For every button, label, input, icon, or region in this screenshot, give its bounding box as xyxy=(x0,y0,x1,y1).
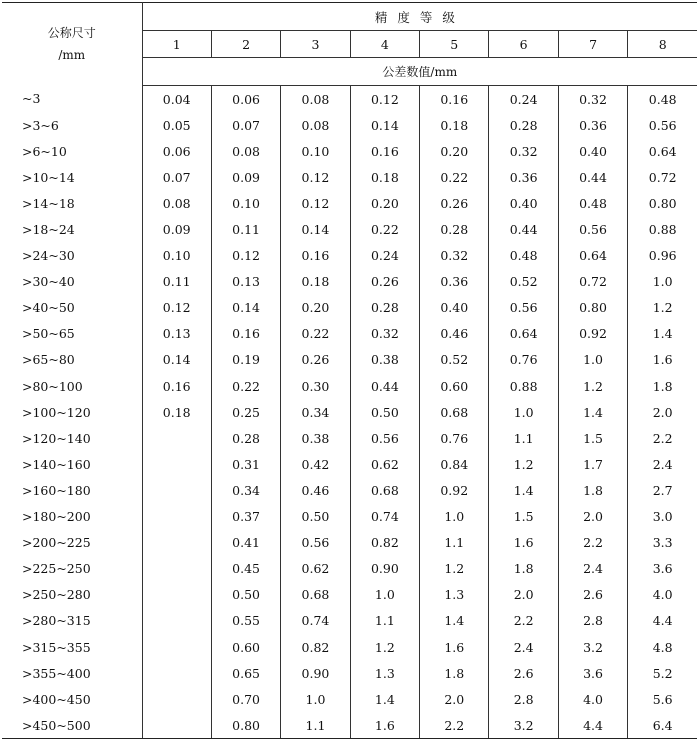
tolerance-cell-grade-3: 0.82 xyxy=(281,634,350,660)
tolerance-cell-grade-7: 4.0 xyxy=(558,686,627,712)
tolerance-cell-grade-4: 0.20 xyxy=(350,190,419,216)
tolerance-cell-grade-8: 3.3 xyxy=(628,530,697,556)
tolerance-cell-grade-3: 1.1 xyxy=(281,712,350,739)
tolerance-cell-grade-8: 0.96 xyxy=(628,243,697,269)
tolerance-cell-grade-5: 0.16 xyxy=(420,86,489,113)
tolerance-cell-grade-7: 0.80 xyxy=(558,295,627,321)
tolerance-cell-grade-2: 0.19 xyxy=(211,347,280,373)
size-range-cell: >120~140 xyxy=(2,425,142,451)
tolerance-cell-grade-6: 0.64 xyxy=(489,321,558,347)
tolerance-cell-grade-3: 0.38 xyxy=(281,425,350,451)
table-row xyxy=(2,112,697,138)
tolerance-cell-grade-4: 0.50 xyxy=(350,399,419,425)
tolerance-cell-grade-4: 0.28 xyxy=(350,295,419,321)
tolerance-cell-grade-2: 0.55 xyxy=(211,608,280,634)
tolerance-cell-grade-4: 0.26 xyxy=(350,269,419,295)
tolerance-cell-grade-7: 3.6 xyxy=(558,660,627,686)
tolerance-cell-grade-5: 1.6 xyxy=(420,634,489,660)
table-row xyxy=(2,269,697,295)
tolerance-cell-grade-5: 0.28 xyxy=(420,216,489,242)
size-range-cell: >450~500 xyxy=(2,712,142,739)
tolerance-cell-grade-4: 0.38 xyxy=(350,347,419,373)
tolerance-cell-grade-6: 1.2 xyxy=(489,451,558,477)
tolerance-cell-grade-2: 0.41 xyxy=(211,530,280,556)
tolerance-cell-grade-8: 1.0 xyxy=(628,269,697,295)
tolerance-cell-grade-6: 0.48 xyxy=(489,243,558,269)
tolerance-cell-grade-5: 1.2 xyxy=(420,556,489,582)
tolerance-cell-grade-3: 0.56 xyxy=(281,530,350,556)
tolerance-cell-grade-1: 0.06 xyxy=(162,143,191,159)
tolerance-cell-grade-4: 0.44 xyxy=(350,373,419,399)
tolerance-cell-grade-6: 0.56 xyxy=(489,295,558,321)
tolerance-cell-grade-6: 0.32 xyxy=(489,138,558,164)
tolerance-cell-grade-1 xyxy=(142,425,211,451)
tolerance-cell-grade-3: 0.18 xyxy=(281,269,350,295)
table-row xyxy=(2,686,697,712)
tolerance-cell-grade-4: 0.12 xyxy=(350,86,419,113)
tolerance-cell-grade-5: 1.3 xyxy=(420,582,489,608)
nominal-size-label: 公称尺寸 xyxy=(47,26,96,41)
tolerance-cell-grade-4: 0.14 xyxy=(350,112,419,138)
tolerance-cell-grade-7: 0.64 xyxy=(558,243,627,269)
tolerance-cell-grade-8: 0.48 xyxy=(628,86,697,113)
tolerance-cell-grade-4: 0.22 xyxy=(350,216,419,242)
tolerance-cell-grade-2: 0.08 xyxy=(211,138,280,164)
size-range-cell: >18~24 xyxy=(2,216,142,242)
tolerance-cell-grade-3: 0.62 xyxy=(281,556,350,582)
tolerance-cell-grade-6: 2.8 xyxy=(489,686,558,712)
tolerance-cell-grade-1 xyxy=(142,634,211,660)
tolerance-cell-grade-1: 0.08 xyxy=(162,195,191,211)
size-range-cell: >250~280 xyxy=(2,582,142,608)
size-range-cell: >10~14 xyxy=(2,164,142,190)
tolerance-cell-grade-2: 0.13 xyxy=(211,269,280,295)
size-range-cell: >355~400 xyxy=(2,660,142,686)
tolerance-cell-grade-1: 0.14 xyxy=(162,352,191,368)
tolerance-cell-grade-7: 2.4 xyxy=(558,556,627,582)
size-range-cell: >6~10 xyxy=(2,138,142,164)
precision-grade-header: 精度等级 xyxy=(142,3,697,31)
table-row xyxy=(2,295,697,321)
size-range-cell: >180~200 xyxy=(2,504,142,530)
tolerance-cell-grade-2: 0.10 xyxy=(211,190,280,216)
tolerance-cell-grade-2: 0.25 xyxy=(211,399,280,425)
tolerance-cell-grade-2: 0.34 xyxy=(211,477,280,503)
size-range-cell: >100~120 xyxy=(2,399,142,425)
tolerance-cell-grade-6: 0.76 xyxy=(489,347,558,373)
tolerance-cell-grade-6: 3.2 xyxy=(489,712,558,739)
tolerance-cell-grade-7: 0.56 xyxy=(558,216,627,242)
tolerance-cell-grade-6: 0.52 xyxy=(489,269,558,295)
grade-header-8: 8 xyxy=(628,31,697,58)
tolerance-cell-grade-1 xyxy=(142,477,211,503)
tolerance-cell-grade-7: 1.5 xyxy=(558,425,627,451)
tolerance-cell-grade-7: 0.36 xyxy=(558,112,627,138)
tolerance-cell-grade-3: 0.46 xyxy=(281,477,350,503)
size-range-cell: >50~65 xyxy=(2,321,142,347)
table-row xyxy=(2,373,697,399)
tolerance-cell-grade-8: 3.0 xyxy=(628,504,697,530)
tolerance-value-header: 公差数值/mm xyxy=(142,58,697,86)
table-row xyxy=(2,243,697,269)
tolerance-cell-grade-5: 0.26 xyxy=(420,190,489,216)
size-range-cell: >3~6 xyxy=(2,112,142,138)
table-row xyxy=(2,477,697,503)
tolerance-cell-grade-7: 0.40 xyxy=(558,138,627,164)
tolerance-table xyxy=(2,2,697,739)
tolerance-cell-grade-2: 0.31 xyxy=(211,451,280,477)
tolerance-cell-grade-5: 2.2 xyxy=(420,712,489,739)
tolerance-cell-grade-8: 2.4 xyxy=(628,451,697,477)
tolerance-cell-grade-5: 0.40 xyxy=(420,295,489,321)
tolerance-cell-grade-3: 0.90 xyxy=(281,660,350,686)
tolerance-cell-grade-3: 0.22 xyxy=(281,321,350,347)
tolerance-cell-grade-3: 0.68 xyxy=(281,582,350,608)
tolerance-cell-grade-6: 2.6 xyxy=(489,660,558,686)
tolerance-cell-grade-4: 1.4 xyxy=(350,686,419,712)
size-range-cell: >40~50 xyxy=(2,295,142,321)
tolerance-cell-grade-4: 0.24 xyxy=(350,243,419,269)
tolerance-cell-grade-5: 0.36 xyxy=(420,269,489,295)
tolerance-cell-grade-6: 0.36 xyxy=(489,164,558,190)
tolerance-cell-grade-6: 1.8 xyxy=(489,556,558,582)
tolerance-cell-grade-7: 0.92 xyxy=(558,321,627,347)
tolerance-cell-grade-8: 5.6 xyxy=(628,686,697,712)
tolerance-cell-grade-7: 1.8 xyxy=(558,477,627,503)
table-row xyxy=(2,712,697,739)
table-row xyxy=(2,530,697,556)
tolerance-cell-grade-3: 0.12 xyxy=(281,190,350,216)
tolerance-cell-grade-5: 0.84 xyxy=(420,451,489,477)
tolerance-cell-grade-1: 0.10 xyxy=(162,248,191,264)
size-range-cell: >80~100 xyxy=(2,373,142,399)
tolerance-cell-grade-7: 2.0 xyxy=(558,504,627,530)
tolerance-cell-grade-2: 0.28 xyxy=(211,425,280,451)
tolerance-cell-grade-7: 0.44 xyxy=(558,164,627,190)
tolerance-cell-grade-1: 0.13 xyxy=(162,326,191,342)
tolerance-cell-grade-7: 1.0 xyxy=(558,347,627,373)
tolerance-cell-grade-8: 2.2 xyxy=(628,425,697,451)
tolerance-cell-grade-7: 1.7 xyxy=(558,451,627,477)
tolerance-cell-grade-1: 0.18 xyxy=(162,404,191,420)
tolerance-cell-grade-5: 0.46 xyxy=(420,321,489,347)
tolerance-cell-grade-1: 0.04 xyxy=(162,91,191,107)
tolerance-cell-grade-8: 1.8 xyxy=(628,373,697,399)
tolerance-cell-grade-3: 0.42 xyxy=(281,451,350,477)
table-row xyxy=(2,321,697,347)
tolerance-cell-grade-5: 1.1 xyxy=(420,530,489,556)
size-range-cell: >280~315 xyxy=(2,608,142,634)
table-row xyxy=(2,425,697,451)
tolerance-cell-grade-6: 2.4 xyxy=(489,634,558,660)
tolerance-cell-grade-4: 0.32 xyxy=(350,321,419,347)
tolerance-cell-grade-7: 1.2 xyxy=(558,373,627,399)
tolerance-cell-grade-8: 0.88 xyxy=(628,216,697,242)
tolerance-cell-grade-5: 1.4 xyxy=(420,608,489,634)
tolerance-cell-grade-4: 0.68 xyxy=(350,477,419,503)
tolerance-cell-grade-2: 0.22 xyxy=(211,373,280,399)
tolerance-cell-grade-5: 1.0 xyxy=(420,504,489,530)
tolerance-cell-grade-4: 1.2 xyxy=(350,634,419,660)
tolerance-cell-grade-7: 2.2 xyxy=(558,530,627,556)
tolerance-cell-grade-1 xyxy=(142,556,211,582)
tolerance-cell-grade-3: 0.08 xyxy=(281,86,350,113)
tolerance-cell-grade-6: 1.5 xyxy=(489,504,558,530)
table-row xyxy=(2,347,697,373)
table-row xyxy=(2,86,697,113)
table-row xyxy=(2,164,697,190)
tolerance-cell-grade-1: 0.16 xyxy=(162,378,191,394)
tolerance-cell-grade-6: 0.40 xyxy=(489,190,558,216)
tolerance-cell-grade-4: 0.62 xyxy=(350,451,419,477)
tolerance-cell-grade-2: 0.09 xyxy=(211,164,280,190)
table-header xyxy=(2,3,697,86)
table-row xyxy=(2,608,697,634)
tolerance-cell-grade-1: 0.09 xyxy=(162,222,191,238)
tolerance-cell-grade-1 xyxy=(142,530,211,556)
tolerance-cell-grade-5: 2.0 xyxy=(420,686,489,712)
tolerance-cell-grade-2: 0.14 xyxy=(211,295,280,321)
size-range-cell: >140~160 xyxy=(2,451,142,477)
tolerance-cell-grade-6: 2.0 xyxy=(489,582,558,608)
size-range-cell: >160~180 xyxy=(2,477,142,503)
tolerance-cell-grade-6: 1.4 xyxy=(489,477,558,503)
tolerance-cell-grade-8: 4.8 xyxy=(628,634,697,660)
size-range-cell: >225~250 xyxy=(2,556,142,582)
tolerance-cell-grade-5: 0.76 xyxy=(420,425,489,451)
tolerance-cell-grade-3: 0.34 xyxy=(281,399,350,425)
tolerance-cell-grade-2: 0.12 xyxy=(211,243,280,269)
tolerance-cell-grade-1: 0.05 xyxy=(162,117,191,133)
tolerance-cell-grade-7: 2.8 xyxy=(558,608,627,634)
tolerance-cell-grade-3: 0.20 xyxy=(281,295,350,321)
size-range-cell: >30~40 xyxy=(2,269,142,295)
tolerance-cell-grade-5: 1.8 xyxy=(420,660,489,686)
tolerance-cell-grade-3: 0.12 xyxy=(281,164,350,190)
tolerance-cell-grade-2: 0.80 xyxy=(211,712,280,739)
tolerance-cell-grade-5: 0.32 xyxy=(420,243,489,269)
tolerance-cell-grade-2: 0.37 xyxy=(211,504,280,530)
tolerance-cell-grade-2: 0.06 xyxy=(211,86,280,113)
tolerance-cell-grade-1 xyxy=(142,504,211,530)
tolerance-cell-grade-7: 1.4 xyxy=(558,399,627,425)
size-range-cell: >65~80 xyxy=(2,347,142,373)
tolerance-cell-grade-5: 0.20 xyxy=(420,138,489,164)
tolerance-cell-grade-1: 0.11 xyxy=(162,274,191,290)
tolerance-cell-grade-4: 0.82 xyxy=(350,530,419,556)
tolerance-cell-grade-1: 0.12 xyxy=(162,300,191,316)
tolerance-cell-grade-4: 1.1 xyxy=(350,608,419,634)
tolerance-cell-grade-6: 0.88 xyxy=(489,373,558,399)
tolerance-cell-grade-4: 1.3 xyxy=(350,660,419,686)
tolerance-cell-grade-8: 0.56 xyxy=(628,112,697,138)
tolerance-cell-grade-6: 1.0 xyxy=(489,399,558,425)
tolerance-cell-grade-8: 1.6 xyxy=(628,347,697,373)
size-range-cell: >400~450 xyxy=(2,686,142,712)
tolerance-cell-grade-6: 2.2 xyxy=(489,608,558,634)
tolerance-cell-grade-3: 0.50 xyxy=(281,504,350,530)
tolerance-cell-grade-8: 0.64 xyxy=(628,138,697,164)
tolerance-cell-grade-7: 2.6 xyxy=(558,582,627,608)
tolerance-cell-grade-8: 1.4 xyxy=(628,321,697,347)
size-range-cell: >200~225 xyxy=(2,530,142,556)
tolerance-cell-grade-2: 0.16 xyxy=(211,321,280,347)
size-range-cell: >24~30 xyxy=(2,243,142,269)
tolerance-cell-grade-2: 0.07 xyxy=(211,112,280,138)
nominal-size-header xyxy=(2,3,142,86)
table-row xyxy=(2,556,697,582)
tolerance-cell-grade-3: 1.0 xyxy=(281,686,350,712)
tolerance-cell-grade-8: 4.0 xyxy=(628,582,697,608)
tolerance-cell-grade-2: 0.11 xyxy=(211,216,280,242)
table-row xyxy=(2,190,697,216)
size-range-cell: >315~355 xyxy=(2,634,142,660)
grade-header-4: 4 xyxy=(350,31,419,58)
tolerance-cell-grade-4: 0.18 xyxy=(350,164,419,190)
tolerance-cell-grade-5: 0.18 xyxy=(420,112,489,138)
grade-header-7: 7 xyxy=(558,31,627,58)
tolerance-cell-grade-8: 5.2 xyxy=(628,660,697,686)
table-row xyxy=(2,582,697,608)
tolerance-cell-grade-3: 0.08 xyxy=(281,112,350,138)
tolerance-cell-grade-4: 0.56 xyxy=(350,425,419,451)
tolerance-cell-grade-8: 0.80 xyxy=(628,190,697,216)
grade-header-6: 6 xyxy=(489,31,558,58)
tolerance-cell-grade-1 xyxy=(142,686,211,712)
tolerance-cell-grade-3: 0.26 xyxy=(281,347,350,373)
grade-header-5: 5 xyxy=(420,31,489,58)
tolerance-cell-grade-8: 2.7 xyxy=(628,477,697,503)
size-range-cell: ~3 xyxy=(2,86,142,113)
grade-header-3: 3 xyxy=(281,31,350,58)
grade-header-2: 2 xyxy=(211,31,280,58)
table-row xyxy=(2,504,697,530)
tolerance-cell-grade-4: 0.74 xyxy=(350,504,419,530)
tolerance-cell-grade-4: 1.0 xyxy=(350,582,419,608)
tolerance-cell-grade-1 xyxy=(142,451,211,477)
tolerance-cell-grade-1 xyxy=(142,660,211,686)
tolerance-cell-grade-8: 0.72 xyxy=(628,164,697,190)
tolerance-cell-grade-6: 1.6 xyxy=(489,530,558,556)
tolerance-cell-grade-8: 3.6 xyxy=(628,556,697,582)
tolerance-cell-grade-6: 0.28 xyxy=(489,112,558,138)
tolerance-cell-grade-2: 0.60 xyxy=(211,634,280,660)
nominal-size-unit: /mm xyxy=(58,48,86,63)
tolerance-cell-grade-7: 3.2 xyxy=(558,634,627,660)
table-row xyxy=(2,216,697,242)
table-row xyxy=(2,451,697,477)
tolerance-cell-grade-1 xyxy=(142,582,211,608)
tolerance-cell-grade-8: 2.0 xyxy=(628,399,697,425)
tolerance-cell-grade-8: 6.4 xyxy=(628,712,697,739)
tolerance-cell-grade-6: 1.1 xyxy=(489,425,558,451)
tolerance-cell-grade-3: 0.14 xyxy=(281,216,350,242)
tolerance-cell-grade-4: 0.90 xyxy=(350,556,419,582)
tolerance-cell-grade-7: 0.32 xyxy=(558,86,627,113)
tolerance-cell-grade-2: 0.50 xyxy=(211,582,280,608)
table-body xyxy=(2,86,697,739)
tolerance-cell-grade-4: 1.6 xyxy=(350,712,419,739)
tolerance-cell-grade-5: 0.60 xyxy=(420,373,489,399)
tolerance-cell-grade-3: 0.74 xyxy=(281,608,350,634)
tolerance-cell-grade-5: 0.52 xyxy=(420,347,489,373)
tolerance-cell-grade-5: 0.92 xyxy=(420,477,489,503)
tolerance-cell-grade-7: 0.48 xyxy=(558,190,627,216)
tolerance-cell-grade-3: 0.16 xyxy=(281,243,350,269)
tolerance-cell-grade-8: 4.4 xyxy=(628,608,697,634)
tolerance-cell-grade-5: 0.22 xyxy=(420,164,489,190)
tolerance-cell-grade-3: 0.30 xyxy=(281,373,350,399)
tolerance-cell-grade-7: 0.72 xyxy=(558,269,627,295)
grade-header-1: 1 xyxy=(142,31,211,58)
tolerance-cell-grade-5: 0.68 xyxy=(420,399,489,425)
tolerance-cell-grade-8: 1.2 xyxy=(628,295,697,321)
table-row xyxy=(2,660,697,686)
tolerance-cell-grade-6: 0.24 xyxy=(489,86,558,113)
tolerance-cell-grade-1 xyxy=(142,608,211,634)
table-row xyxy=(2,399,697,425)
table-row xyxy=(2,138,697,164)
tolerance-cell-grade-2: 0.65 xyxy=(211,660,280,686)
table-row xyxy=(2,634,697,660)
tolerance-cell-grade-3: 0.10 xyxy=(281,138,350,164)
tolerance-cell-grade-1: 0.07 xyxy=(162,169,191,185)
tolerance-cell-grade-4: 0.16 xyxy=(350,138,419,164)
tolerance-cell-grade-1 xyxy=(142,712,211,739)
tolerance-cell-grade-2: 0.70 xyxy=(211,686,280,712)
tolerance-cell-grade-2: 0.45 xyxy=(211,556,280,582)
size-range-cell: >14~18 xyxy=(2,190,142,216)
tolerance-cell-grade-6: 0.44 xyxy=(489,216,558,242)
tolerance-cell-grade-7: 4.4 xyxy=(558,712,627,739)
